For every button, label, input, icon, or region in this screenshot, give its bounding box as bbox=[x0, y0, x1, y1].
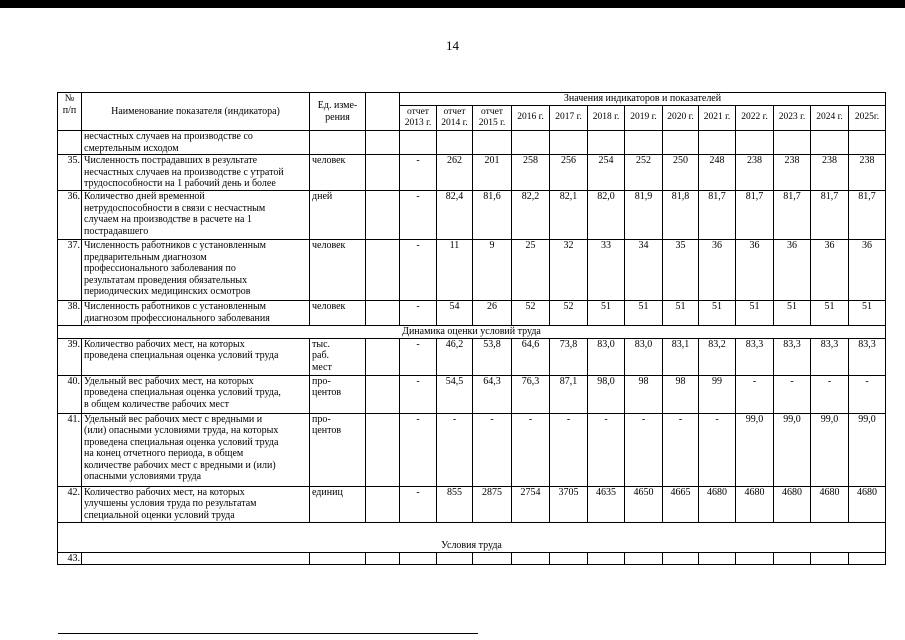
row-number: 41. bbox=[58, 413, 82, 486]
row-value: 83,3 bbox=[736, 338, 774, 375]
row-blank bbox=[366, 413, 400, 486]
row-value: 2754 bbox=[512, 486, 550, 522]
row-number: 36. bbox=[58, 191, 82, 240]
row-number: 40. bbox=[58, 375, 82, 413]
section-title: Условия труда bbox=[58, 522, 886, 552]
row-number bbox=[58, 131, 82, 155]
row-value bbox=[437, 552, 473, 565]
row-value: 64,6 bbox=[512, 338, 550, 375]
header-year: 2024 г. bbox=[811, 106, 849, 131]
row-value: 248 bbox=[699, 155, 736, 191]
row-name: несчастных случаев на производстве со смертельным исходом bbox=[82, 131, 310, 155]
row-blank bbox=[366, 552, 400, 565]
top-edge-bar bbox=[0, 0, 905, 8]
row-name: Численность работников с установленным предварительным диагнозом профессионального заболевания по результатам проведения обязательных периодических медицинских осмотров bbox=[82, 240, 310, 301]
row-value: - bbox=[699, 413, 736, 486]
row-value: 73,8 bbox=[550, 338, 588, 375]
row-value bbox=[400, 131, 437, 155]
row-value: 4635 bbox=[588, 486, 625, 522]
row-value bbox=[512, 131, 550, 155]
row-number: 43. bbox=[58, 552, 82, 565]
row-value: 51 bbox=[588, 301, 625, 326]
header-year: 2018 г. bbox=[588, 106, 625, 131]
row-value: 76,3 bbox=[512, 375, 550, 413]
row-value: 81,7 bbox=[736, 191, 774, 240]
row-value: 4680 bbox=[849, 486, 886, 522]
row-value: - bbox=[625, 413, 663, 486]
footnote-rule bbox=[58, 633, 478, 634]
row-value bbox=[550, 552, 588, 565]
row-value: - bbox=[663, 413, 699, 486]
row-value: 36 bbox=[774, 240, 811, 301]
row-value: 82,1 bbox=[550, 191, 588, 240]
header-year: 2025г. bbox=[849, 106, 886, 131]
section-row bbox=[58, 522, 886, 552]
row-value: 36 bbox=[811, 240, 849, 301]
row-value: 252 bbox=[625, 155, 663, 191]
row-value: 51 bbox=[625, 301, 663, 326]
row-value: 201 bbox=[473, 155, 512, 191]
row-value: 51 bbox=[663, 301, 699, 326]
row-value: 81,7 bbox=[699, 191, 736, 240]
row-value: 4680 bbox=[774, 486, 811, 522]
row-value: 83,0 bbox=[588, 338, 625, 375]
header-blank bbox=[366, 93, 400, 106]
row-value: 83,3 bbox=[774, 338, 811, 375]
row-value: 51 bbox=[774, 301, 811, 326]
row-number: 37. bbox=[58, 240, 82, 301]
table-row bbox=[58, 375, 886, 413]
row-value: 262 bbox=[437, 155, 473, 191]
row-unit: про- центов bbox=[310, 375, 366, 413]
row-unit: человек bbox=[310, 240, 366, 301]
indicators-table bbox=[57, 92, 886, 565]
row-value: 51 bbox=[811, 301, 849, 326]
row-value: 51 bbox=[849, 301, 886, 326]
row-value bbox=[774, 131, 811, 155]
row-value: 81,7 bbox=[811, 191, 849, 240]
row-value: 36 bbox=[849, 240, 886, 301]
row-value: 32 bbox=[550, 240, 588, 301]
header-values-title: Значения индикаторов и показателей bbox=[400, 93, 886, 106]
row-value: 2875 bbox=[473, 486, 512, 522]
row-name: Количество дней временной нетрудоспособности в связи с несчастным случаем на производстве в расчете на 1 пострадавшего bbox=[82, 191, 310, 240]
header-year: 2017 г. bbox=[550, 106, 588, 131]
row-value: - bbox=[400, 191, 437, 240]
row-value bbox=[400, 552, 437, 565]
row-value: - bbox=[437, 413, 473, 486]
row-blank bbox=[366, 240, 400, 301]
row-blank bbox=[366, 131, 400, 155]
row-value: 54 bbox=[437, 301, 473, 326]
row-value: 83,1 bbox=[663, 338, 699, 375]
row-value: 98,0 bbox=[588, 375, 625, 413]
row-value: 46,2 bbox=[437, 338, 473, 375]
header-year: 2019 г. bbox=[625, 106, 663, 131]
row-value: 83,0 bbox=[625, 338, 663, 375]
row-unit: про- центов bbox=[310, 413, 366, 486]
row-value: 11 bbox=[437, 240, 473, 301]
table-row bbox=[58, 338, 886, 375]
header-year: 2023 г. bbox=[774, 106, 811, 131]
row-value bbox=[588, 131, 625, 155]
row-value bbox=[512, 552, 550, 565]
row-value: 4650 bbox=[625, 486, 663, 522]
row-value: 99,0 bbox=[736, 413, 774, 486]
header-num: № п/п bbox=[58, 93, 82, 131]
row-value bbox=[588, 552, 625, 565]
row-value: 4665 bbox=[663, 486, 699, 522]
row-value: 855 bbox=[437, 486, 473, 522]
row-value: - bbox=[550, 413, 588, 486]
table-row bbox=[58, 155, 886, 191]
table-row bbox=[58, 131, 886, 155]
row-value: 256 bbox=[550, 155, 588, 191]
row-value bbox=[699, 131, 736, 155]
row-name: Удельный вес рабочих мест с вредными и (или) опасными условиями труда, на которых проведена специальная оценка условий труда на конец отчетного периода, в общем количестве рабочих мест с вредными и (или) опасными условиями труда bbox=[82, 413, 310, 486]
table-row bbox=[58, 301, 886, 326]
row-value: 64,3 bbox=[473, 375, 512, 413]
row-value: 82,0 bbox=[588, 191, 625, 240]
section-row bbox=[58, 326, 886, 339]
row-value: 3705 bbox=[550, 486, 588, 522]
header-year: отчет 2013 г. bbox=[400, 106, 437, 131]
row-value: 99,0 bbox=[849, 413, 886, 486]
table-row bbox=[58, 486, 886, 522]
header-blank bbox=[366, 106, 400, 131]
row-name: Численность работников с установленным диагнозом профессионального заболевания bbox=[82, 301, 310, 326]
row-unit: дней bbox=[310, 191, 366, 240]
page-number: 14 bbox=[446, 38, 459, 53]
row-number: 38. bbox=[58, 301, 82, 326]
row-value: - bbox=[400, 155, 437, 191]
row-value: 99,0 bbox=[774, 413, 811, 486]
row-value bbox=[736, 552, 774, 565]
row-value bbox=[550, 131, 588, 155]
row-value: 51 bbox=[736, 301, 774, 326]
row-value bbox=[849, 552, 886, 565]
row-value: 82,4 bbox=[437, 191, 473, 240]
table-row bbox=[58, 413, 886, 486]
row-value bbox=[774, 552, 811, 565]
row-blank bbox=[366, 375, 400, 413]
row-value: - bbox=[400, 301, 437, 326]
row-blank bbox=[366, 486, 400, 522]
row-value bbox=[663, 131, 699, 155]
table-row bbox=[58, 191, 886, 240]
row-unit: тыс. раб. мест bbox=[310, 338, 366, 375]
row-value: 81,7 bbox=[849, 191, 886, 240]
row-value: 99,0 bbox=[811, 413, 849, 486]
row-value: 25 bbox=[512, 240, 550, 301]
row-blank bbox=[366, 301, 400, 326]
row-blank bbox=[366, 191, 400, 240]
row-value: 51 bbox=[699, 301, 736, 326]
row-value: - bbox=[849, 375, 886, 413]
row-number: 42. bbox=[58, 486, 82, 522]
row-value: 81,6 bbox=[473, 191, 512, 240]
row-value: - bbox=[736, 375, 774, 413]
row-value: 83,3 bbox=[849, 338, 886, 375]
row-value: - bbox=[400, 375, 437, 413]
row-value bbox=[811, 552, 849, 565]
header-row bbox=[58, 93, 886, 106]
row-unit: человек bbox=[310, 155, 366, 191]
row-value: - bbox=[400, 338, 437, 375]
row-value: 52 bbox=[550, 301, 588, 326]
row-value: 54,5 bbox=[437, 375, 473, 413]
row-blank bbox=[366, 338, 400, 375]
row-value: 52 bbox=[512, 301, 550, 326]
row-value bbox=[811, 131, 849, 155]
row-value: 4680 bbox=[699, 486, 736, 522]
row-value: - bbox=[400, 413, 437, 486]
row-value: - bbox=[473, 413, 512, 486]
row-value: 250 bbox=[663, 155, 699, 191]
row-name bbox=[82, 552, 310, 565]
row-value: 33 bbox=[588, 240, 625, 301]
row-value: 36 bbox=[699, 240, 736, 301]
row-value: 82,2 bbox=[512, 191, 550, 240]
row-value bbox=[625, 552, 663, 565]
row-name: Численность пострадавших в результате несчастных случаев на производстве с утратой трудоспособности на 1 рабочий день и более bbox=[82, 155, 310, 191]
row-value: 81,7 bbox=[774, 191, 811, 240]
header-name: Наименование показателя (индикатора) bbox=[82, 93, 310, 131]
row-value: 53,8 bbox=[473, 338, 512, 375]
row-value: - bbox=[400, 486, 437, 522]
row-value: 258 bbox=[512, 155, 550, 191]
row-unit bbox=[310, 552, 366, 565]
row-unit bbox=[310, 131, 366, 155]
row-value: 87,1 bbox=[550, 375, 588, 413]
header-year: отчет 2015 г. bbox=[473, 106, 512, 131]
section-title: Динамика оценки условий труда bbox=[58, 326, 886, 339]
row-value: 9 bbox=[473, 240, 512, 301]
row-value bbox=[699, 552, 736, 565]
row-name: Удельный вес рабочих мест, на которых проведена специальная оценка условий труда, в общем количестве рабочих мест bbox=[82, 375, 310, 413]
row-value: 81,9 bbox=[625, 191, 663, 240]
row-value bbox=[473, 552, 512, 565]
header-year: отчет 2014 г. bbox=[437, 106, 473, 131]
row-value: 4680 bbox=[736, 486, 774, 522]
row-value: 26 bbox=[473, 301, 512, 326]
row-value: 35 bbox=[663, 240, 699, 301]
header-year: 2021 г. bbox=[699, 106, 736, 131]
row-value: 98 bbox=[625, 375, 663, 413]
row-value bbox=[736, 131, 774, 155]
row-blank bbox=[366, 155, 400, 191]
row-value: 238 bbox=[849, 155, 886, 191]
row-value: - bbox=[512, 413, 550, 486]
row-value: - bbox=[400, 240, 437, 301]
row-value: 83,3 bbox=[811, 338, 849, 375]
row-value: 238 bbox=[811, 155, 849, 191]
row-value bbox=[625, 131, 663, 155]
row-value: - bbox=[588, 413, 625, 486]
row-name: Количество рабочих мест, на которых улучшены условия труда по результатам специальной оценки условий труда bbox=[82, 486, 310, 522]
row-value: 98 bbox=[663, 375, 699, 413]
header-year: 2022 г. bbox=[736, 106, 774, 131]
row-name: Количество рабочих мест, на которых проведена специальная оценка условий труда bbox=[82, 338, 310, 375]
row-value: 36 bbox=[736, 240, 774, 301]
row-number: 35. bbox=[58, 155, 82, 191]
row-value bbox=[473, 131, 512, 155]
row-value: 99 bbox=[699, 375, 736, 413]
row-value: 83,2 bbox=[699, 338, 736, 375]
row-value bbox=[437, 131, 473, 155]
row-value: 238 bbox=[736, 155, 774, 191]
row-value bbox=[849, 131, 886, 155]
row-value: 254 bbox=[588, 155, 625, 191]
table-row bbox=[58, 240, 886, 301]
header-year: 2016 г. bbox=[512, 106, 550, 131]
table-row bbox=[58, 552, 886, 565]
row-number: 39. bbox=[58, 338, 82, 375]
row-unit: человек bbox=[310, 301, 366, 326]
row-value bbox=[663, 552, 699, 565]
row-value: - bbox=[811, 375, 849, 413]
row-value: - bbox=[774, 375, 811, 413]
row-value: 238 bbox=[774, 155, 811, 191]
row-unit: единиц bbox=[310, 486, 366, 522]
row-value: 34 bbox=[625, 240, 663, 301]
row-value: 81,8 bbox=[663, 191, 699, 240]
row-value: 4680 bbox=[811, 486, 849, 522]
header-year: 2020 г. bbox=[663, 106, 699, 131]
header-unit: Ед. изме- рения bbox=[310, 93, 366, 131]
